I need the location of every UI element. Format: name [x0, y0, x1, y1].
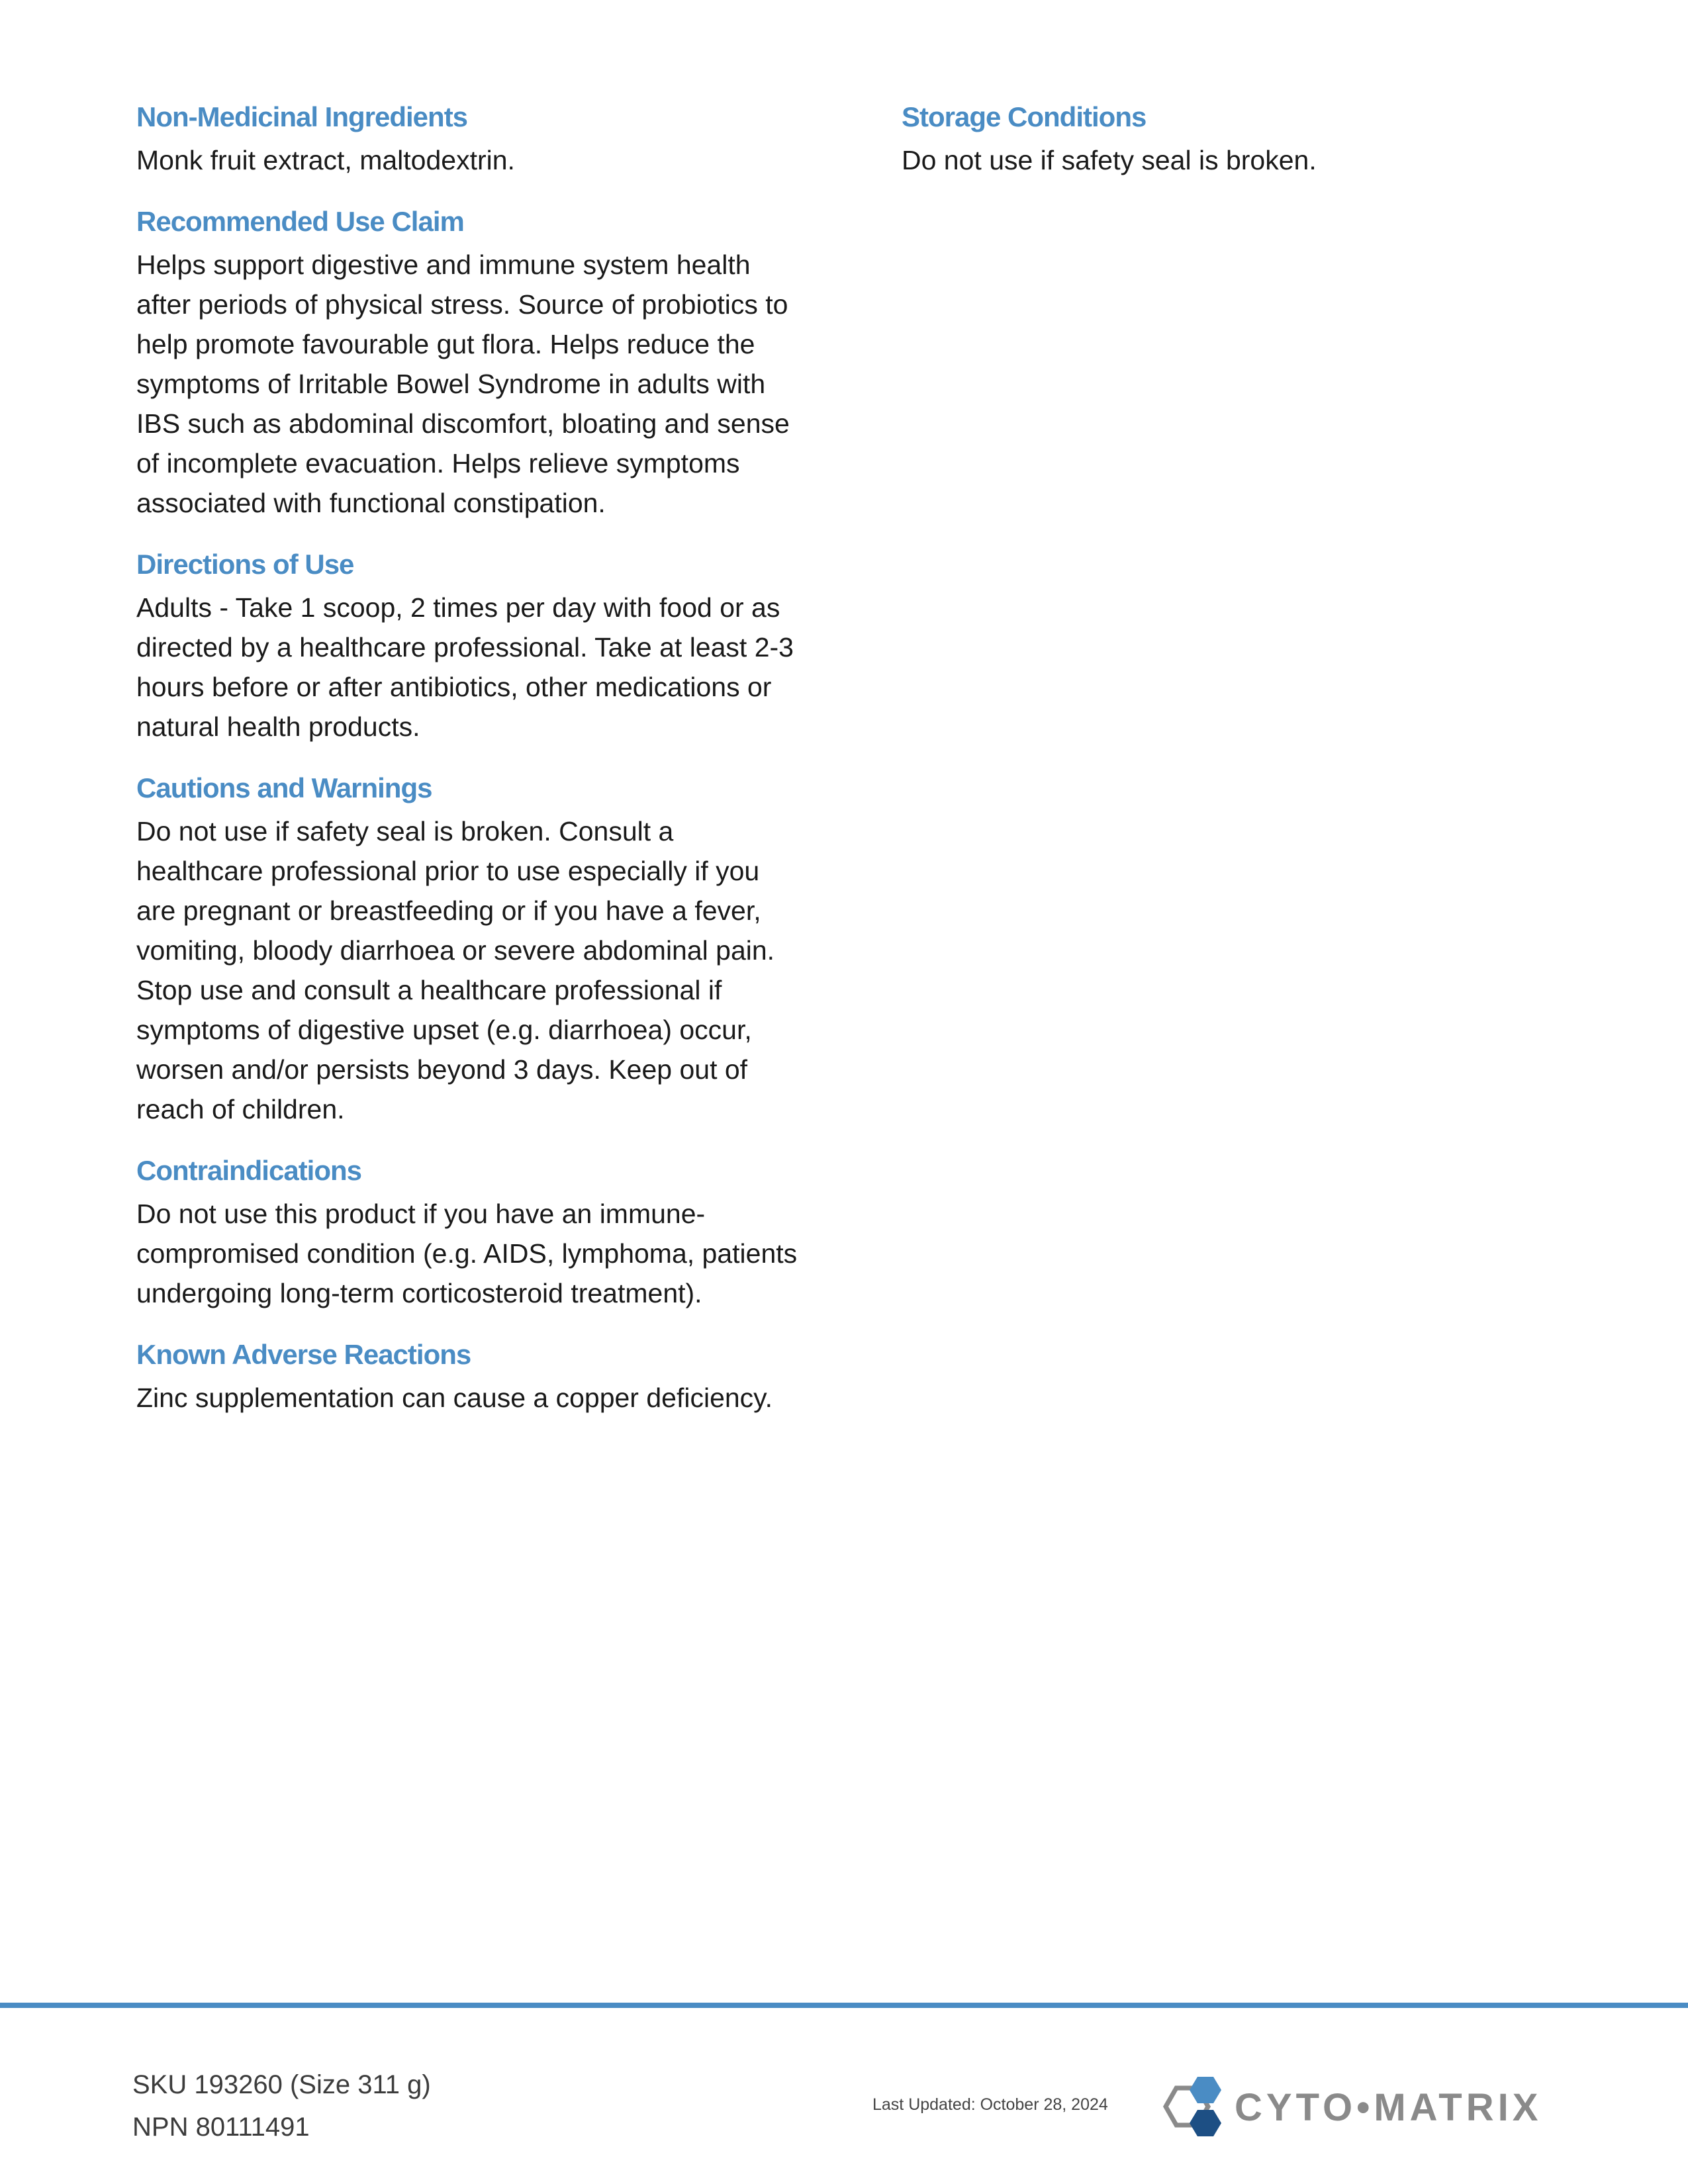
section-cautions-and-warnings	[136, 769, 798, 1129]
left-column	[136, 98, 798, 1440]
section-heading: Cautions and Warnings	[136, 772, 432, 803]
section-heading: Known Adverse Reactions	[136, 1339, 471, 1370]
sku-text: SKU 193260 (Size 311 g)	[132, 2070, 431, 2099]
cytomatrix-logo	[1162, 2070, 1552, 2143]
logo-hexagon-light-blue	[1190, 2077, 1221, 2103]
section-heading: Non-Medicinal Ingredients	[136, 101, 468, 132]
section-body: Do not use this product if you have an immune-compromised condition (e.g. AIDS, lymphoma, patients undergoing long-term corticosteroid treatment).	[136, 1199, 798, 1308]
section-contraindications	[136, 1152, 798, 1313]
section-storage-conditions	[902, 98, 1564, 180]
section-body: Monk fruit extract, maltodextrin.	[136, 145, 515, 175]
logo-hexagon-dark-blue	[1190, 2110, 1221, 2136]
section-non-medicinal-ingredients	[136, 98, 798, 180]
section-body: Do not use if safety seal is broken. Consult a healthcare professional prior to use especially if you are pregnant or breastfeeding or if you have a fever, vomiting, bloody diarrhoea or severe abdominal pain. Stop use and consult a healthcare professional if symptoms of digestive upset (e.g. diarrhoea) occur, worsen and/or persists beyond 3 days. Keep out of reach of children.	[136, 816, 775, 1124]
section-body: Do not use if safety seal is broken.	[902, 145, 1317, 175]
logo-wordmark: CYTO•MATRIX	[1235, 2086, 1542, 2129]
section-heading: Contraindications	[136, 1155, 362, 1186]
section-directions-of-use	[136, 545, 798, 747]
section-body: Adults - Take 1 scoop, 2 times per day with food or as directed by a healthcare professional. Take at least 2-3 hours before or after antibiotics, other medications or natural health products.	[136, 592, 794, 742]
last-updated-text: Last Updated: October 28, 2024	[872, 2095, 1108, 2114]
npn-text: NPN 80111491	[132, 2113, 310, 2142]
section-heading: Directions of Use	[136, 549, 354, 580]
footer-divider	[0, 2003, 1688, 2008]
section-heading: Recommended Use Claim	[136, 206, 464, 237]
section-known-adverse-reactions	[136, 1336, 798, 1418]
section-body: Helps support digestive and immune system health after periods of physical stress. Source of probiotics to help promote favourable gut flora. Helps reduce the symptoms of Irritable Bowel Syndrome in adults with IBS such as abdominal discomfort, bloating and sense of incomplete evacuation. Helps relieve symptoms associated with functional constipation.	[136, 250, 790, 518]
right-column	[902, 98, 1564, 203]
section-recommended-use-claim	[136, 203, 798, 523]
section-heading: Storage Conditions	[902, 101, 1147, 132]
section-body: Zinc supplementation can cause a copper deficiency.	[136, 1383, 773, 1413]
